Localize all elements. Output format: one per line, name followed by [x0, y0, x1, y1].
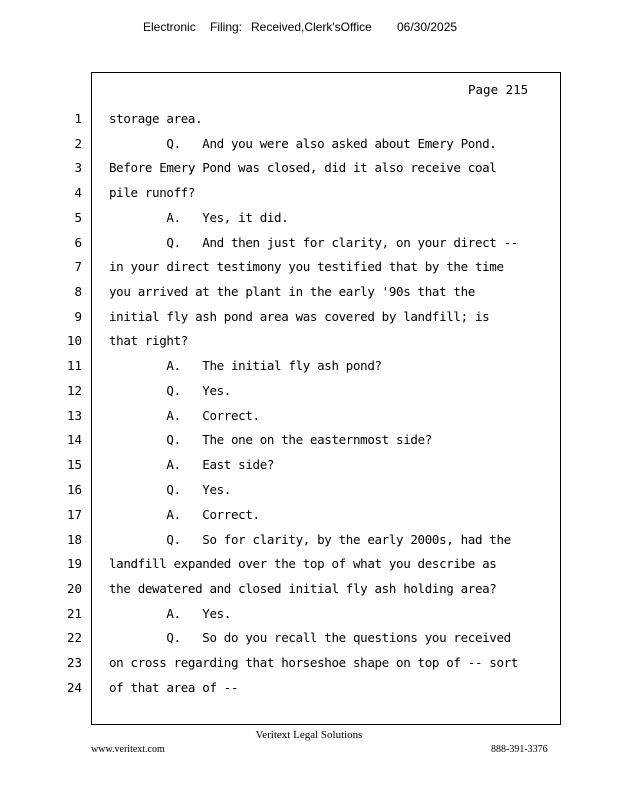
- line-text: Before Emery Pond was closed, did it also receive coal: [109, 160, 497, 175]
- header-filing: Filing:: [210, 20, 243, 34]
- line-number: 11: [66, 358, 82, 373]
- line-text: the dewatered and closed initial fly ash holding area?: [109, 581, 497, 596]
- line-number: 1: [74, 111, 82, 126]
- header-date: 06/30/2025: [397, 20, 458, 34]
- page-number: Page 215: [468, 82, 529, 97]
- line-text: in your direct testimony you testified that by the time: [109, 259, 504, 274]
- line-text: pile runoff?: [109, 185, 196, 200]
- line-number: 12: [66, 383, 82, 398]
- line-number: 9: [74, 309, 82, 324]
- line-text: initial fly ash pond area was covered by landfill; is: [109, 309, 490, 324]
- line-text: A. The initial fly ash pond?: [109, 358, 382, 373]
- line-number: 16: [66, 482, 82, 497]
- line-number: 17: [66, 507, 82, 522]
- line-number: 15: [66, 457, 82, 472]
- line-text: that right?: [109, 333, 188, 348]
- line-number: 21: [66, 606, 82, 621]
- line-number: 3: [74, 160, 82, 175]
- line-text: Q. The one on the easternmost side?: [109, 432, 432, 447]
- line-number: 13: [66, 408, 82, 423]
- footer-website: www.veritext.com: [91, 744, 165, 755]
- line-number: 18: [66, 532, 82, 547]
- line-text: landfill expanded over the top of what you describe as: [109, 556, 497, 571]
- footer-company: Veritext Legal Solutions: [255, 729, 363, 741]
- line-number: 19: [66, 556, 82, 571]
- line-text: of that area of --: [109, 680, 239, 695]
- line-number: 10: [66, 333, 82, 348]
- header-received: Received,Clerk'sOffice: [251, 20, 372, 34]
- footer-phone: 888-391-3376: [491, 744, 548, 755]
- line-number: 22: [66, 630, 82, 645]
- line-text: Q. So do you recall the questions you received: [109, 630, 511, 645]
- line-text: Q. Yes.: [109, 482, 231, 497]
- line-text: on cross regarding that horseshoe shape on top of -- sort: [109, 655, 519, 670]
- line-text: Q. And then just for clarity, on your direct --: [109, 235, 519, 250]
- line-text: A. Correct.: [109, 507, 260, 522]
- line-text: A. Yes.: [109, 606, 231, 621]
- line-number: 4: [74, 185, 82, 200]
- line-number: 2: [74, 136, 82, 151]
- line-text: A. Yes, it did.: [109, 210, 289, 225]
- line-number: 7: [74, 259, 82, 274]
- line-number: 8: [74, 284, 82, 299]
- line-number: 24: [66, 680, 82, 695]
- line-text: A. East side?: [109, 457, 275, 472]
- filing-stamp-header: [0, 20, 618, 38]
- line-number: 20: [66, 581, 82, 596]
- line-text: Q. So for clarity, by the early 2000s, had the: [109, 532, 511, 547]
- header-electronic: Electronic: [143, 20, 196, 34]
- line-number: 14: [66, 432, 82, 447]
- line-text: A. Correct.: [109, 408, 260, 423]
- line-text: storage area.: [109, 111, 203, 126]
- line-number: 23: [66, 655, 82, 670]
- line-text: Q. Yes.: [109, 383, 231, 398]
- line-number: 5: [74, 210, 82, 225]
- line-text: you arrived at the plant in the early '90s that the: [109, 284, 475, 299]
- line-number: 6: [74, 235, 82, 250]
- line-text: Q. And you were also asked about Emery Pond.: [109, 136, 497, 151]
